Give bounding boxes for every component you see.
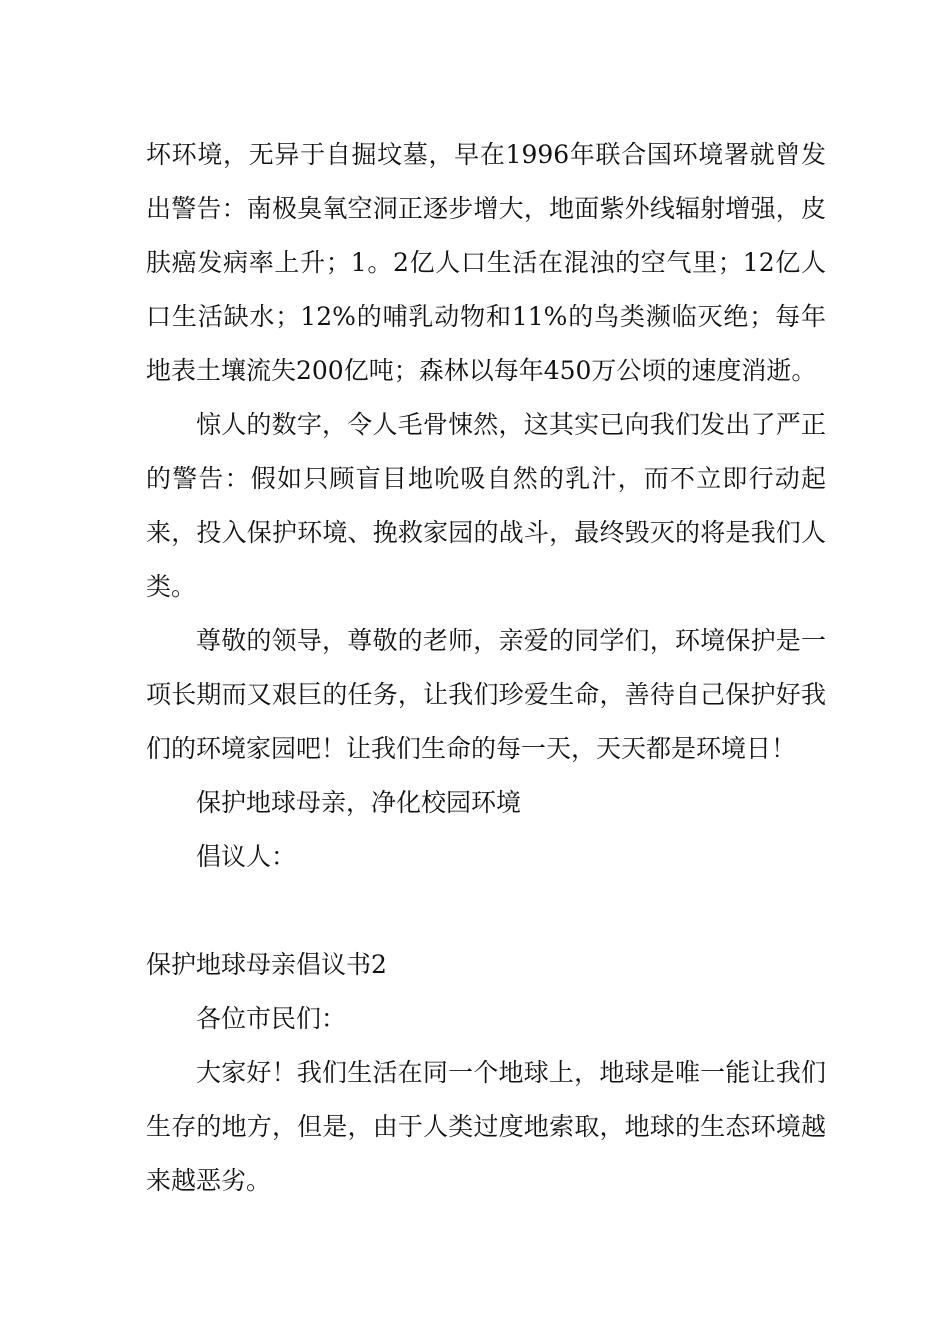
section-greeting: 各位市民们：	[196, 1004, 347, 1033]
paragraph-environment-warning: 坏环境，无异于自掘坟墓，早在1996年联合国环境署就曾发出警告：南极臭氧空洞正逐步增大，地面紫外线辐射增强，皮肤癌发病率上升；1。2亿人口生活在混浊的空气里；12亿人口生活缺水；12%的哺乳动物和11%的鸟类濒临灭绝；每年地表土壤流失200亿吨；森林以每年450万公顷的速度消逝。	[146, 140, 826, 385]
paragraph-initiator: 倡议人：	[196, 842, 297, 871]
paragraph-slogan: 保护地球母亲，净化校园环境	[196, 788, 522, 817]
paragraph-alarming-numbers: 惊人的数字，令人毛骨悚然，这其实已向我们发出了严正的警告：假如只顾盲目地吮吸自然的乳汁，而不立即行动起来，投入保护环境、挽救家园的战斗，最终毁灭的将是我们人类。	[146, 410, 826, 601]
document-body	[146, 128, 826, 1208]
section-body: 大家好！我们生活在同一个地球上，地球是唯一能让我们生存的地方，但是，由于人类过度地索取，地球的生态环境越来越恶劣。	[146, 1058, 826, 1195]
blank-line	[146, 884, 826, 938]
paragraph-appeal: 尊敬的领导，尊敬的老师，亲爱的同学们，环境保护是一项长期而又艰巨的任务，让我们珍爱生命，善待自己保护好我们的环境家园吧！让我们生命的每一天，天天都是环境日！	[146, 626, 826, 763]
section-title: 保护地球母亲倡议书2	[146, 950, 387, 979]
